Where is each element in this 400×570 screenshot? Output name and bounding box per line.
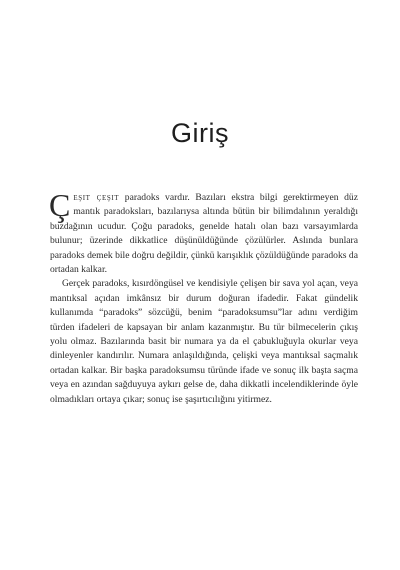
drop-cap: Ç xyxy=(49,187,71,223)
chapter-body xyxy=(49,187,358,407)
chapter-title: Giriş xyxy=(171,118,229,148)
paragraph-1-text: paradoks vardır. Bazıları ekstra bilgi gerektirmeyen düz mantık paradoksları, bazılarıysa altında bütün bir bilimdalının yeraldığı buzdağının ucudur. Çoğu paradoks, genelde hatalı olan bazı varsayımlarda bulunur; üzerinde dikkatlice düşünüldüğünde çözülürler. Aslında bunlara paradoks demek bile doğru değildir, çünkü karışıklık çözüldüğünde paradoks da ortadan kalkar. xyxy=(50,192,358,276)
paragraph-1 xyxy=(49,187,358,277)
paragraph-2: Gerçek paradoks, kısırdöngüsel ve kendisiyle çelişen bir sava yol açan, veya mantıksal açıdan imkânsız bir durum doğuran ifadedir. Fakat gündelik kullanımda “paradoks” sözcüğü, benim “paradoksumsu”lar adını verdiğim türden ifadeleri de kapsayan bir anlam kazanmıştır. Bu tür bilmecelerin çıkış yolu olmaz. Bazılarında basit bir numara ya da el çabukluğuyla okurlar veya dinleyenler kandırılır. Numara anlaşıldığında, çelişki veya mantıksal saçmalık ortadan kalkar. Bir başka paradoksumsu türünde ifade ve sonuç ilk başta saçma veya en azından sağduyuya aykırı gelse de, daha dikkatli incelendiklerinde öyle olmadıkları ortaya çıkar; sonuç ise şaşırtıcılığını yitirmez. xyxy=(50,278,358,405)
opening-words: eşit çeşit xyxy=(73,192,120,203)
